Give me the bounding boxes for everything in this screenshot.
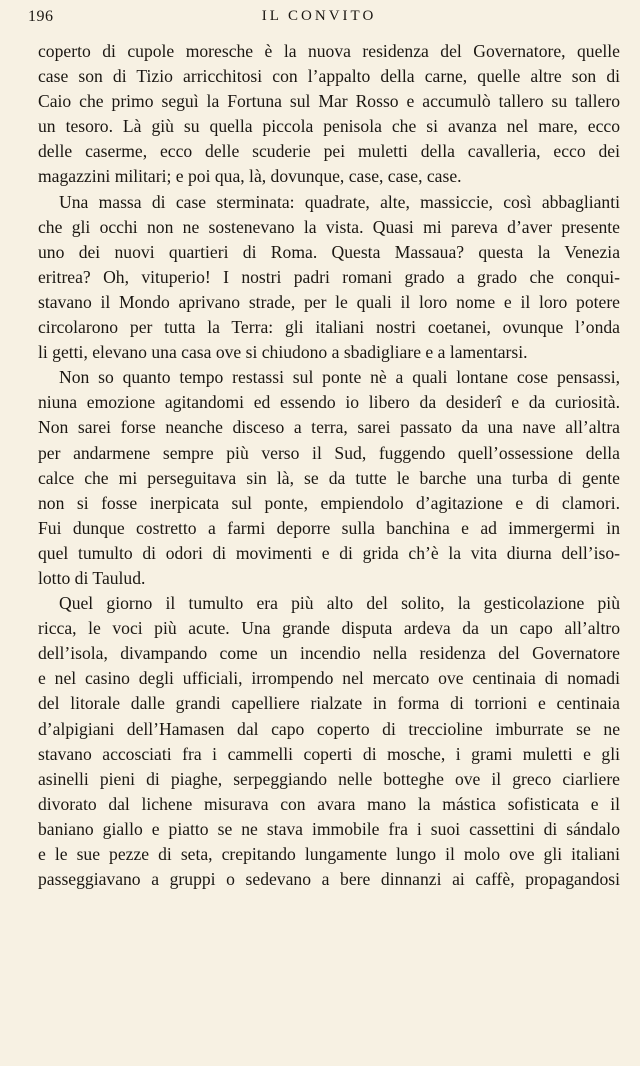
text-line: dell’isola, divampando come un incendio nella residenza del Governatore: [38, 643, 620, 664]
text-line: per andarmene sempre più verso il Sud, fuggendo quell’ossessione della: [38, 442, 620, 463]
paragraph: [38, 365, 620, 591]
paragraph: [38, 39, 620, 190]
page-header: [28, 8, 610, 30]
text-line: coperto di cupole moresche è la nuova residenza del Governatore, quelle: [38, 41, 620, 61]
paragraph: [38, 591, 620, 892]
text-line: calce che mi perseguitava sin là, se da tutte le barche una turba di gente: [38, 467, 620, 488]
text-line: case son di Tizio arricchitosi con l’appalto della carne, quelle altre son di: [38, 66, 620, 87]
text-line: del litorale dalle grandi capelliere rialzate in forma di torrioni e centinaia: [38, 693, 620, 714]
text-line: Fui dunque costretto a farmi deporre sulla banchina e ad immergermi in: [38, 517, 620, 538]
text-line: Non so quanto tempo restassi sul ponte nè a quali lontane cose pensassi,: [59, 367, 620, 388]
text-line: e nel casino degli ufficiali, irrompendo nel mercato ove centinaia di nomadi: [38, 668, 620, 689]
text-line: uno dei nuovi quartieri di Roma. Questa Massaua? questa la Venezia: [38, 241, 620, 262]
text-line: che gli occhi non ne sostenevano la vista. Quasi mi pareva d’aver presente: [38, 216, 620, 237]
text-line: niuna emozione agitandomi ed essendo io libero da desiderî e da curiosità.: [38, 392, 620, 413]
text-line: passeggiavano a gruppi o sedevano a bere dinnanzi ai caffè, propagandosi: [38, 869, 620, 890]
text-line: magazzini militari; e poi qua, là, dovunque, case, case, case.: [38, 166, 462, 187]
text-line: delle caserme, ecco delle scuderie pei muletti della cavalleria, ecco dei: [38, 141, 620, 162]
text-line: Quel giorno il tumulto era più alto del solito, la gesticolazione più: [59, 593, 620, 614]
text-line: circolarono per tutta la Terra: gli italiani nostri coetanei, ovunque l’onda: [38, 317, 620, 338]
page-number: 196: [28, 8, 54, 25]
text-line: non si fosse inerpicata sul ponte, empiendolo d’agitazione e di clamori.: [38, 492, 620, 513]
text-line: eritrea? Oh, vituperio! I nostri padri romani grado a grado che conqui-: [38, 266, 620, 287]
text-line: lotto di Taulud.: [38, 567, 146, 588]
text-line: asinelli pieni di piaghe, serpeggiando nelle botteghe ove il greco ciarliere: [38, 768, 620, 789]
text-line: Non sarei forse neanche disceso a terra, sarei passato da una nave all’altra: [38, 417, 620, 438]
text-line: un tesoro. Là giù su quella piccola penisola che si avanza nel mare, ecco: [38, 116, 620, 137]
text-line: e le sue pezze di seta, crepitando lungamente lungo il molo ove gli italiani: [38, 844, 620, 864]
text-line: baniano giallo e piatto se ne stava immobile fra i suoi cassettini di sándalo: [38, 818, 620, 839]
text-line: Una massa di case sterminata: quadrate, alte, massiccie, così abbaglianti: [59, 191, 620, 212]
paragraph: [38, 190, 620, 366]
body-text: [38, 39, 620, 892]
text-line: divorato dal lichene misurava con avara mano la mástica sofisticata e il: [38, 793, 620, 814]
text-line: stavano accosciati fra i cammelli coperti di mosche, i grami muletti e gli: [38, 743, 620, 764]
text-line: stavano il Mondo aprivano strade, per le quali il loro nome e il loro potere: [38, 291, 620, 312]
text-line: quel tumulto di odori di movimenti e di grida ch’è la vita diurna dell’iso-: [38, 542, 620, 563]
text-line: d’alpigiani dell’Hamasen dal capo coperto di treccioline imburrate se ne: [38, 718, 620, 739]
text-line: ricca, le voci più acute. Una grande disputa ardeva da un capo all’altro: [38, 618, 620, 639]
text-line: li getti, elevano una casa ove si chiudono a sbadigliare e a lamentarsi.: [38, 342, 528, 363]
text-line: Caio che primo seguì la Fortuna sul Mar Rosso e accumulò tallero su tallero: [38, 91, 620, 112]
running-title: IL CONVITO: [261, 8, 377, 24]
